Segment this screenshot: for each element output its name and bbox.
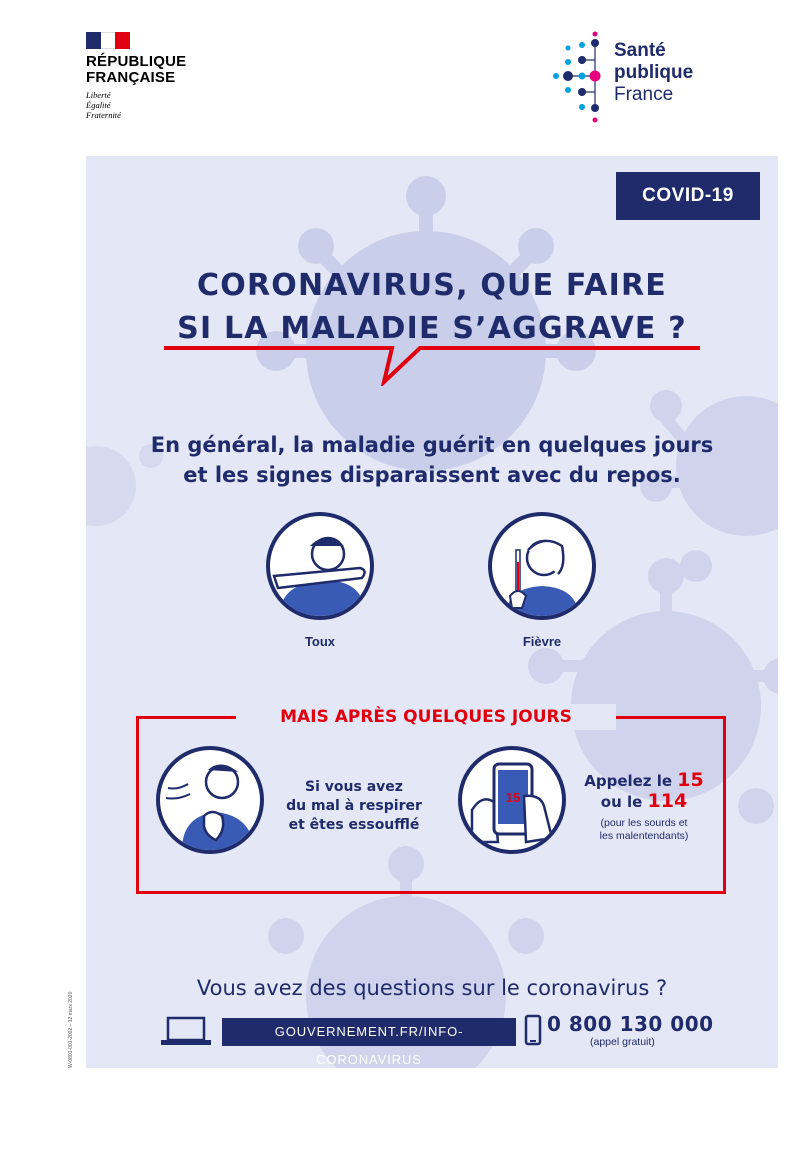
poster-title-line1: CORONAVIRUS, QUE FAIRE bbox=[197, 268, 667, 303]
symptom-circle-fever bbox=[488, 512, 596, 620]
motto-liberte: Liberté bbox=[86, 90, 111, 100]
symptom-label-cough: Toux bbox=[304, 634, 336, 649]
phone-screen-number: 15 bbox=[505, 790, 521, 805]
fever-icon bbox=[492, 516, 592, 616]
symptom-text-line3: et êtes essoufflé bbox=[288, 817, 420, 833]
emergency-number-114: 114 bbox=[647, 790, 688, 812]
call-note bbox=[574, 817, 714, 843]
website-link[interactable]: GOUVERNEMENT.FR/INFO-CORONAVIRUS bbox=[222, 1018, 516, 1046]
republic-name-line2: FRANÇAISE bbox=[86, 69, 176, 86]
republic-name-line1: RÉPUBLIQUE bbox=[86, 53, 187, 70]
warning-title: MAIS APRÈS QUELQUES JOURS bbox=[236, 704, 616, 730]
symptom-circle-cough bbox=[266, 512, 374, 620]
symptom-text-line1: Si vous avez bbox=[305, 779, 403, 795]
cough-icon bbox=[270, 516, 370, 616]
phone-call-icon bbox=[462, 750, 562, 850]
breathing-symptom-text bbox=[284, 778, 424, 835]
mobile-phone-icon bbox=[524, 1014, 542, 1046]
poster-title-line2: SI LA MALADIE S’AGGRAVE ? bbox=[177, 311, 687, 346]
motto-fraternite: Fraternité bbox=[86, 110, 121, 120]
document-reference-text: W-0801-001-2002 – 12 mars 2020 bbox=[68, 991, 74, 1068]
phone-call-circle bbox=[458, 746, 566, 854]
motto-egalite: Égalité bbox=[86, 100, 111, 110]
speech-bubble-underline bbox=[162, 342, 702, 386]
call-prefix-2: ou le bbox=[600, 793, 648, 811]
call-note-line1: (pour les sourds et bbox=[600, 817, 688, 829]
spf-line-sante: Santé bbox=[614, 40, 666, 61]
emergency-number-15: 15 bbox=[677, 769, 704, 791]
call-instruction bbox=[574, 770, 714, 812]
intro-line2: et les signes disparaissent avec du repos. bbox=[183, 463, 681, 487]
laptop-icon bbox=[160, 1016, 212, 1046]
call-note-line2: les malentendants) bbox=[599, 830, 689, 842]
document-reference bbox=[68, 991, 76, 1158]
spf-line-france: France bbox=[614, 84, 674, 105]
poster-panel bbox=[86, 156, 778, 1068]
republique-francaise-logo bbox=[86, 32, 226, 120]
sante-publique-france-logo bbox=[548, 30, 728, 125]
spf-line-publique: publique bbox=[614, 62, 694, 83]
french-flag-icon bbox=[86, 32, 130, 49]
symptom-text-line2: du mal à respirer bbox=[286, 798, 422, 814]
molecule-dots-icon bbox=[548, 30, 612, 125]
breathing-circle bbox=[156, 746, 264, 854]
call-prefix-1: Appelez le bbox=[584, 772, 678, 790]
footer-question: Vous avez des questions sur le coronavirus ? bbox=[196, 976, 668, 1000]
hotline-note: (appel gratuit) bbox=[590, 1036, 655, 1048]
hotline-number[interactable]: 0 800 130 000 bbox=[547, 1012, 714, 1036]
intro-line1: En général, la maladie guérit en quelques jours bbox=[150, 433, 714, 457]
covid-19-badge: COVID-19 bbox=[616, 172, 760, 220]
symptom-label-fever: Fièvre bbox=[522, 634, 562, 649]
breathing-difficulty-icon bbox=[160, 750, 260, 850]
